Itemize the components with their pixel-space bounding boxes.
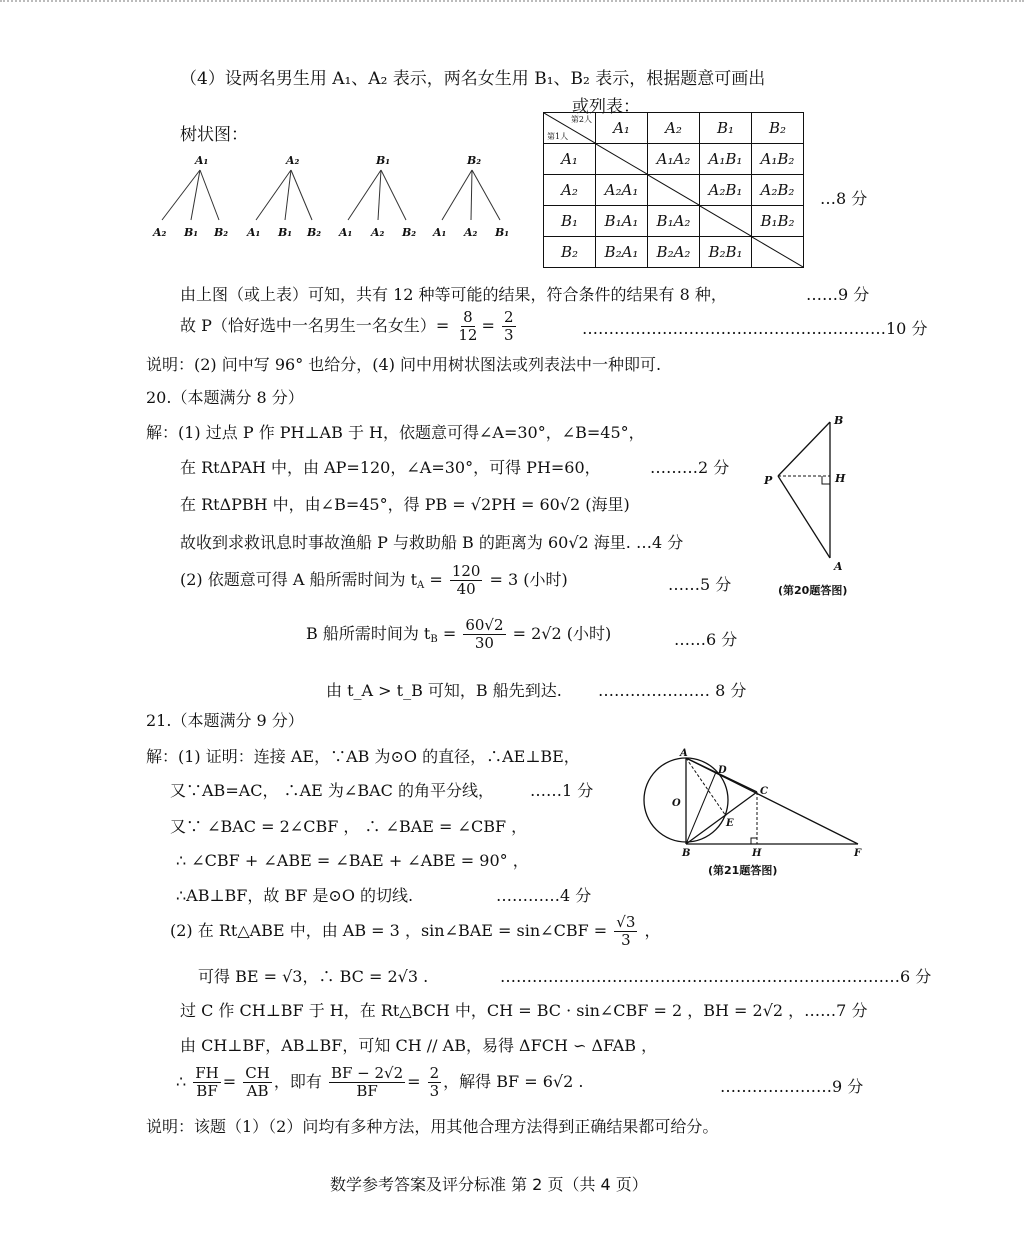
q21-line7: 可得 BE = √3，∴ BC = 2√3 . <box>198 967 429 986</box>
denominator: AB <box>246 1082 269 1100</box>
q20-line4: 故收到求救讯息时事故渔船 P 与救助船 B 的距离为 60√2 海里. …4 分 <box>180 533 684 552</box>
q20-line1: 解：(1) 过点 P 作 PH⊥AB 于 H，依题意可得∠A=30°，∠B=45°， <box>146 423 645 442</box>
fraction <box>463 617 505 652</box>
q21-line1: 解：(1) 证明：连接 AE，∵AB 为⊙O 的直径，∴AE⊥BE， <box>146 747 580 766</box>
q21-figure-caption: (第21题答图) <box>708 864 778 877</box>
denominator: 3 <box>429 1082 440 1100</box>
table-cell: B₂B₁ <box>700 237 752 268</box>
fig21-label-D: D <box>718 765 727 776</box>
tree1-leaf2: B₁ <box>184 226 199 239</box>
tree2-leaf1: A₁ <box>247 226 261 239</box>
numerator: √3 <box>616 913 636 931</box>
table-cell: A₁ <box>544 144 596 175</box>
q20-line5: (2) 依题意可得 A 船所需时间为 $t_A$ = $\frac{120}{40}$ = 3 (小时) <box>180 562 568 598</box>
fraction <box>428 1065 442 1100</box>
fig21-label-A: A <box>680 748 688 759</box>
table-cell-diagonal <box>752 237 804 268</box>
table-cell: B₂A₂ <box>648 237 700 268</box>
tree4-leaf2: A₂ <box>464 226 478 239</box>
tree4-root: B₂ <box>467 154 482 167</box>
table-header: A₂ <box>648 113 700 144</box>
q19-note: 说明：(2) 问中写 96° 也给分，(4) 问中用树状图法或列表法中一种即可. <box>146 355 662 374</box>
tree2-leaf2: B₁ <box>278 226 293 239</box>
table-cell: A₂B₁ <box>700 175 752 206</box>
table-row <box>544 237 804 268</box>
numerator: 2 <box>429 1064 440 1082</box>
fraction <box>329 1065 405 1100</box>
table-cell: A₁B₂ <box>752 144 804 175</box>
q20-l6-prefix: B 船所需时间为 t <box>306 624 431 643</box>
fig21-label-O: O <box>672 798 681 809</box>
numerator: 120 <box>451 562 481 580</box>
denominator: BF <box>356 1082 378 1100</box>
tree3-leaf2: A₂ <box>371 226 385 239</box>
numerator: CH <box>245 1064 270 1082</box>
q21-line3: 又∵ ∠BAC = 2∠CBF ， ∴ ∠BAE = ∠CBF ， <box>170 817 528 836</box>
fig21-label-C: C <box>760 786 768 797</box>
score-8: …8 分 <box>820 189 868 208</box>
numerator: BF − 2√2 <box>330 1064 404 1082</box>
tree2-leaf3: B₂ <box>307 226 322 239</box>
table-cell: A₂B₂ <box>752 175 804 206</box>
fraction <box>456 309 479 344</box>
fig20-label-B: B <box>834 414 844 427</box>
denominator: BF <box>196 1082 218 1100</box>
corner-top: 第2人 <box>570 115 592 124</box>
prob-prefix: 故 P（恰好选中一名男生一名女生）= <box>180 316 450 335</box>
score-9b: …………………9 分 <box>720 1077 864 1096</box>
table-cell: B₁A₂ <box>648 206 700 237</box>
q21-line4: ∴ ∠CBF + ∠ABE = ∠BAE + ∠ABE = 90° ， <box>176 851 529 870</box>
table-row <box>544 175 804 206</box>
fraction <box>614 914 637 949</box>
fig21-label-E: E <box>726 818 734 829</box>
q20-l5-prefix: (2) 依题意可得 A 船所需时间为 t <box>180 570 417 589</box>
numerator: 2 <box>503 308 514 326</box>
table-cell: B₂ <box>544 237 596 268</box>
tree1-leaf3: B₂ <box>214 226 229 239</box>
fraction <box>502 309 516 344</box>
q20-line3: 在 RtΔPBH 中，由∠B=45°，得 PB = √2PH = 60√2 (海里) <box>180 495 630 514</box>
q19-part4-line1: （4）设两名男生用 A₁、A₂ 表示，两名女生用 B₁、B₂ 表示，根据题意可画出 <box>180 69 766 89</box>
table-cell: B₁ <box>544 206 596 237</box>
tree4-leaf1: A₁ <box>433 226 447 239</box>
tree3-root: B₁ <box>376 154 391 167</box>
table-cell: A₁A₂ <box>648 144 700 175</box>
q19-result-line: 由上图（或上表）可知，共有 12 种等可能的结果，符合条件的结果有 8 种， <box>180 285 727 304</box>
fraction <box>193 1065 221 1100</box>
score-9: ……9 分 <box>806 285 870 304</box>
table-cell: B₁A₁ <box>596 206 648 237</box>
q21-line6 <box>170 908 661 954</box>
fig21-label-F: F <box>854 848 862 859</box>
q21-line2: 又∵AB=AC， ∴AE 为∠BAC 的角平分线， <box>170 781 494 800</box>
q21-line10: ∴ $\frac{FH}{BF}$ = $\frac{CH}{AB}$ ，即有 $\frac{BF - 2√2}{BF}$ = $\frac{2}{3}$ ，解得 BF = 6√2 . <box>176 1064 584 1100</box>
fig21-label-H: H <box>752 848 762 859</box>
fig20-label-H: H <box>835 472 846 485</box>
table-cell: B₁B₂ <box>752 206 804 237</box>
denominator: 40 <box>456 580 476 598</box>
table-header: B₂ <box>752 113 804 144</box>
corner-bottom: 第1人 <box>547 132 569 141</box>
score-5: ……5 分 <box>668 575 732 594</box>
table-cell: A₂A₁ <box>596 175 648 206</box>
q21-note: 说明：该题（1）（2）问均有多种方法，用其他合理方法得到正确结果都可给分。 <box>146 1117 719 1136</box>
q21-l6-suffix: ， <box>644 921 661 940</box>
fig21-label-B: B <box>682 848 691 859</box>
q21-title: 21.（本题满分 9 分） <box>146 711 304 730</box>
outcome-table <box>543 112 804 268</box>
score-6: ……6 分 <box>674 630 738 649</box>
q21-line5: ∴AB⊥BF，故 BF 是⊙O 的切线. <box>176 886 414 905</box>
q20-figure <box>758 410 868 570</box>
numerator: 8 <box>463 308 473 326</box>
table-row <box>544 206 804 237</box>
tree2-root: A₂ <box>286 154 300 167</box>
table-cell: A₁B₁ <box>700 144 752 175</box>
tree1-leaf1: A₂ <box>153 226 167 239</box>
q20-l6-suffix: = 2√2 (小时) <box>512 624 612 643</box>
subscript: A <box>417 580 425 591</box>
q19-part4-line2: 或列表： <box>572 97 640 117</box>
tree4-leaf3: B₁ <box>495 226 510 239</box>
numerator: FH <box>195 1064 219 1082</box>
fraction <box>243 1065 272 1100</box>
fig20-label-A: A <box>834 560 843 570</box>
q20-figure-caption: (第20题答图) <box>778 584 848 597</box>
table-header: A₁ <box>596 113 648 144</box>
tree3-leaf3: B₂ <box>402 226 417 239</box>
q21-l6-prefix: (2) 在 Rt△ABE 中，由 AB = 3 ，sin∠BAE = sin∠CBF = <box>170 921 608 940</box>
score-4: …………4 分 <box>496 886 592 905</box>
tree1-root: A₁ <box>195 154 209 167</box>
top-border <box>0 0 1024 10</box>
denominator: 3 <box>503 326 514 344</box>
q20-l5-suffix: = 3 (小时) <box>489 570 568 589</box>
fraction <box>450 563 483 598</box>
fig20-label-P: P <box>764 474 773 487</box>
table-cell-diagonal <box>700 206 752 237</box>
table-cell-diagonal <box>648 175 700 206</box>
numerator: 60√2 <box>465 616 504 634</box>
table-header: B₁ <box>700 113 752 144</box>
table-corner <box>544 113 596 144</box>
score-8b: ………………… 8 分 <box>598 681 747 700</box>
q21-l10-suffix: ，解得 BF = 6√2 . <box>443 1072 584 1091</box>
q21-line9: 由 CH⊥BF，AB⊥BF，可知 CH // AB，易得 ΔFCH ∽ ΔFAB ， <box>180 1036 658 1055</box>
q20-title: 20.（本题满分 8 分） <box>146 388 304 407</box>
table-cell-diagonal <box>596 144 648 175</box>
subscript: B <box>430 634 438 645</box>
q20-line2: 在 RtΔPAH 中，由 AP=120，∠A=30°，可得 PH=60， <box>180 458 601 477</box>
q21-l10-mid: ，即有 <box>273 1072 322 1091</box>
q19-probability: 故 P（恰好选中一名男生一名女生）= $\frac{8}{12}$ = $\frac{2}{3}$ <box>180 308 514 344</box>
page-footer: 数学参考答案及评分标准 第 2 页（共 4 页） <box>330 1175 648 1194</box>
score-1: ……1 分 <box>530 781 594 800</box>
denominator: 30 <box>474 634 494 652</box>
score-6b: …………………………………………………………………6 分 <box>500 967 932 986</box>
table-row <box>544 144 804 175</box>
q21-figure <box>630 744 870 862</box>
tree3-leaf1: A₁ <box>339 226 353 239</box>
tree-label: 树状图： <box>180 125 248 145</box>
table-cell: A₂ <box>544 175 596 206</box>
q21-line8: 过 C 作 CH⊥BF 于 H，在 Rt△BCH 中，CH = BC · sin∠CBF = 2 ，BH = 2√2 ，……7 分 <box>180 1001 868 1020</box>
table-cell: B₂A₁ <box>596 237 648 268</box>
table-row <box>544 113 804 144</box>
score-10: …………………………………………………10 分 <box>582 319 928 338</box>
q20-line6: B 船所需时间为 $t_B$ = $\frac{60√2}{30}$ = 2√2 (小时) <box>306 616 612 652</box>
denominator: 3 <box>621 931 631 949</box>
tree-diagram <box>140 148 530 248</box>
q20-line7: 由 t_A > t_B 可知，B 船先到达. <box>326 681 562 700</box>
score-2: ………2 分 <box>650 458 730 477</box>
denominator: 12 <box>458 326 478 344</box>
